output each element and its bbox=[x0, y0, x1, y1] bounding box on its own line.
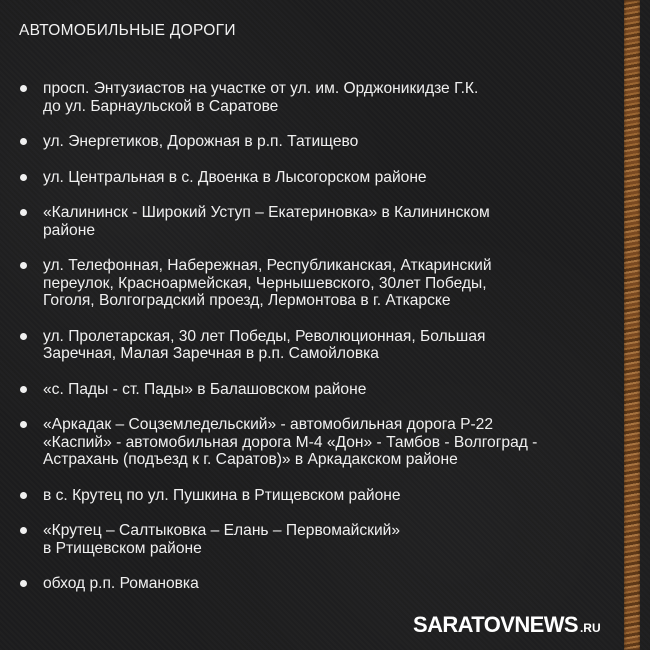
list-item-text: до ул. Барнаульской в Саратове bbox=[43, 97, 279, 115]
list-item bbox=[18, 257, 643, 310]
list-item bbox=[18, 204, 643, 239]
list-item-text: ул. Энергетиков, Дорожная в р.п. Татищево bbox=[43, 133, 359, 150]
brand-logo-suffix: .RU bbox=[579, 621, 601, 635]
list-item-text: «с. Пады - ст. Пады» в Балашовском районе bbox=[43, 380, 367, 398]
list-item-text: «Каспий» - автомобильная дорога М-4 «Дон» - Тамбов - Волгоград - bbox=[43, 433, 538, 451]
list-item bbox=[18, 522, 643, 557]
bullet-icon bbox=[20, 333, 27, 340]
bullet-icon bbox=[20, 492, 27, 499]
list-item-text: «Аркадак – Соцземледельский» - автомобильная дорога Р-22 bbox=[43, 416, 494, 433]
list-item-text: в с. Крутец по ул. Пушкина в Ртищевском районе bbox=[43, 486, 401, 504]
list-item bbox=[18, 80, 643, 115]
brand-logo bbox=[413, 612, 601, 638]
bullet-icon bbox=[20, 580, 27, 587]
road-list bbox=[18, 80, 643, 611]
bullet-icon bbox=[20, 138, 27, 145]
list-item-text: ул. Телефонная, Набережная, Республиканская, Аткаринский bbox=[43, 257, 492, 274]
list-item bbox=[18, 575, 643, 593]
list-item-text: Гоголя, Волгоградский проезд, Лермонтова в г. Аткарске bbox=[43, 292, 451, 309]
list-item-text: обход р.п. Романовка bbox=[43, 575, 199, 592]
bullet-icon bbox=[20, 386, 27, 393]
bullet-icon bbox=[20, 262, 27, 269]
list-item-text: Астрахань (подъезд к г. Саратов)» в Аркадакском районе bbox=[43, 451, 458, 468]
list-item-text: «Калининск - Широкий Уступ – Екатериновка» в Калининском bbox=[43, 204, 490, 221]
list-item-text: ул. Центральная в с. Двоенка в Лысогорском районе bbox=[43, 168, 427, 186]
bullet-icon bbox=[20, 527, 27, 534]
list-item-text: переулок, Красноармейская, Чернышевского, 30лет Победы, bbox=[43, 274, 487, 292]
list-item bbox=[18, 133, 643, 151]
list-item bbox=[18, 416, 643, 469]
list-item bbox=[18, 169, 643, 187]
bullet-icon bbox=[20, 85, 27, 92]
bullet-icon bbox=[20, 174, 27, 181]
list-item-text: районе bbox=[43, 221, 96, 239]
list-item bbox=[18, 328, 643, 363]
brand-logo-main: SARATOVNEWS bbox=[413, 612, 578, 637]
list-item-text: Заречная, Малая Заречная в р.п. Самойловка bbox=[43, 345, 379, 362]
list-item-text: в Ртищевском районе bbox=[43, 539, 202, 557]
list-item bbox=[18, 381, 643, 399]
list-item-text: «Крутец – Салтыковка – Елань – Первомайский» bbox=[43, 522, 401, 539]
bullet-icon bbox=[20, 421, 27, 428]
list-item-text: просп. Энтузиастов на участке от ул. им. Орджоникидзе Г.К. bbox=[43, 80, 479, 97]
list-item bbox=[18, 487, 643, 505]
page-title: АВТОМОБИЛЬНЫЕ ДОРОГИ bbox=[19, 22, 236, 39]
bullet-icon bbox=[20, 209, 27, 216]
list-item-text: ул. Пролетарская, 30 лет Победы, Революционная, Большая bbox=[43, 327, 486, 345]
